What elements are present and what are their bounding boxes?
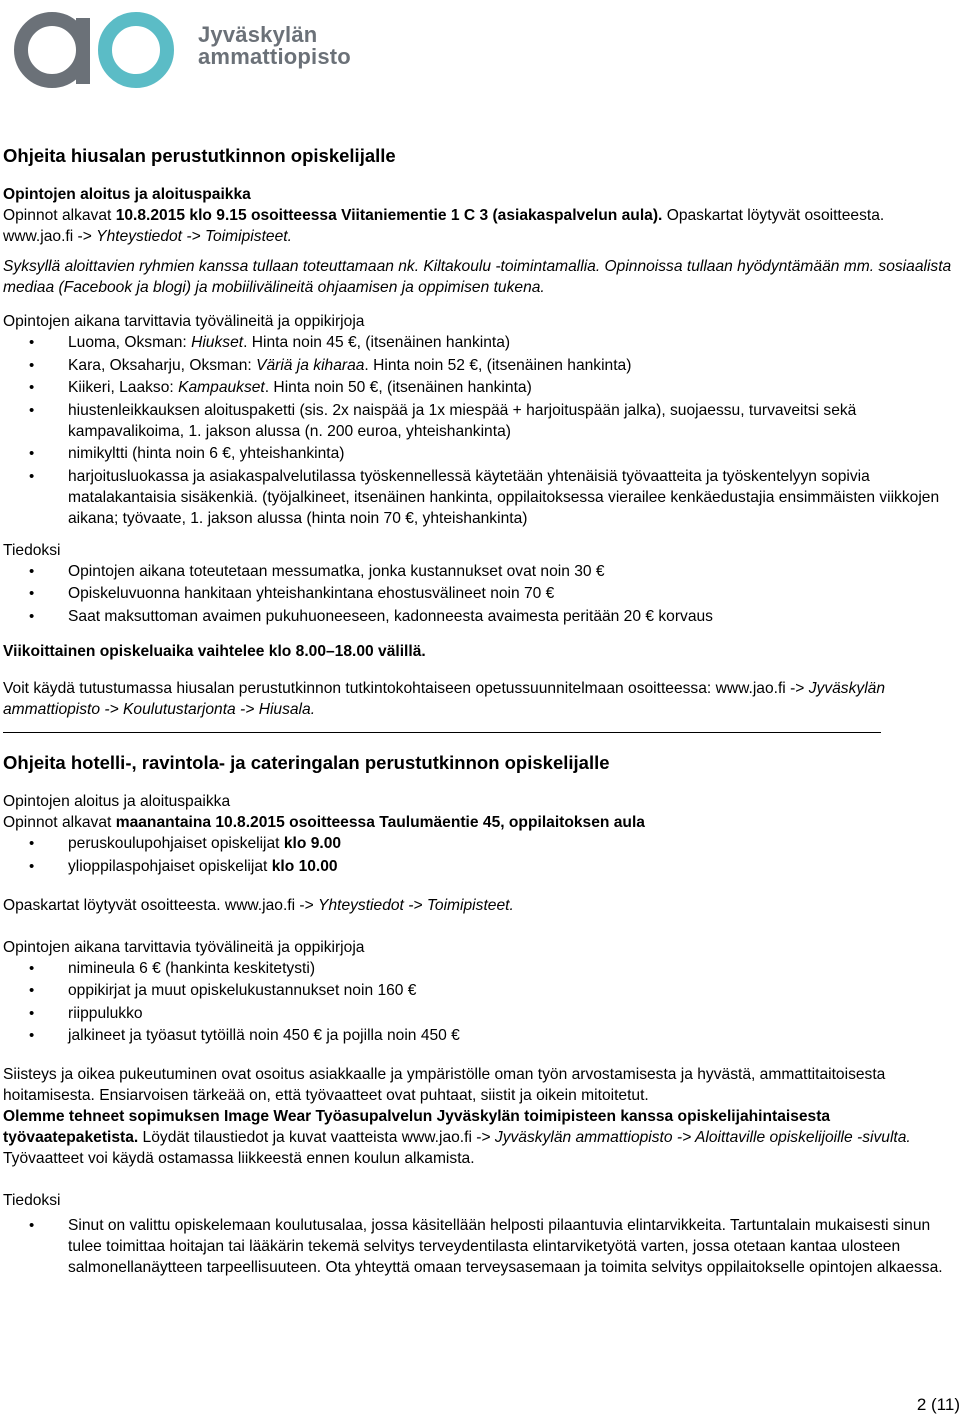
list-item [3,332,958,353]
list-item: • oppikirjat ja muut opiskelukustannukset noin 160 € [3,980,958,1001]
list-item: • Opiskeluvuonna hankitaan yhteishankintana ehostusvälineet noin 70 € [3,583,958,604]
text-run: Työvaatteet voi käydä ostamassa liikkeestä ennen koulun alkamista. [3,1149,475,1167]
text-run: Löydät tilaustiedot ja kuvat vaatteista www.jao.fi -> [138,1128,495,1146]
text-run: Voit käydä tutustumassa hiusalan perustutkinnon tutkintokohtaiseen opetussuunnitelmaan osoitteessa: www.jao.fi -> [3,680,809,698]
text-run: Opaskartat löytyvät osoitteesta. www.jao.fi -> [3,207,885,245]
page-number: 2 (11) [916,1395,960,1414]
text-run-italic: Yhteystiedot -> Toimipisteet. [96,228,292,245]
list-item [3,833,958,854]
section2-agreement-text [3,1106,958,1169]
text-run-bold: klo 9.00 [283,835,342,853]
section1-start-heading: Opintojen aloitus ja aloituspaikka [3,186,251,203]
text-run: . Hinta noin 45 €, (itsenäinen hankinta) [243,334,511,351]
text-run: Luoma, Oksman: [68,334,192,351]
section1-weekly: Viikoittainen opiskeluaika vaihtelee klo 8.00–18.00 välillä. [3,643,426,661]
section1-visit-text [3,678,958,720]
list-item [3,355,958,376]
list-item: • nimineula 6 € (hankinta keskitetysti) [3,958,958,979]
text-run: Opinnot alkavat [3,814,116,832]
list-item: • Opintojen aikana toteutetaan messumatka, jonka kustannukset ovat noin 30 € [3,561,958,582]
text-run-italic: Väriä ja kiharaa [256,356,365,374]
section2-maps-text [3,895,958,916]
text-run-bold: Olemme tehneet sopimuksen Image Wear Työasupalvelun Jyväskylän toimipisteen kanssa opiskelijahintaisesta työvaatepaketista. [3,1107,831,1146]
text-run-italic: Jyväskylän ammattiopisto -> Aloittaville opiskelijoille -sivulta. [494,1128,911,1146]
section1-tools-list [3,332,958,529]
section1-info-list [3,561,958,627]
text-run-bold: maanantaina 10.8.2015 osoitteessa Taulumäentie 45, oppilaitoksen aula [115,814,645,832]
section2-groups-list [3,833,958,877]
section1-start-text [3,205,958,247]
text-run: . Hinta noin 50 €, (itsenäinen hankinta) [264,379,532,397]
section2-hygiene-text: Siisteys ja oikea pukeutuminen ovat osoitus asiakkaalle ja ympäristölle oman työn arvostamisesta ja hyvästä, ammattitaitoisesta hoitamisesta. Ensiarvoisen tärkeää on, että työvaatteet ovat puhtaat, siistit ja oikein mitoitetut. [3,1065,886,1104]
org-name [198,24,351,68]
list-item: • hiustenleikkauksen aloituspaketti (sis. 2x naispää ja 1x miespää + harjoituspään jalka), suojaessu, turvaveitsi sekä kampavalikoima, 1. jakson alussa (n. 200 euroa, yhteishankinta) [3,400,958,442]
list-item: • Saat maksuttoman avaimen pukuhuoneeseen, kadonneesta avaimesta peritään 20 € korvaus [3,606,958,627]
section1-title: Ohjeita hiusalan perustutkinnon opiskelijalle [3,145,396,166]
text-run: . Hinta noin 52 €, (itsenäinen hankinta) [364,356,632,374]
list-item: • harjoitusluokassa ja asiakaspalvelutilassa työskennellessä käytetään yhtenäisiä työvaatteita ja työskentelyyn sopivia matalakantaisia sisäkenkiä. (työjalkineet, itsenäinen hankinta, oppilaitoksessa vierailee kenkäedustajia ensimmäisten viikkojen aikana; työvaate, 1. jakson alussa (hinta noin 70 €, yhteishankinta) [3,466,958,529]
section2-info-heading: Tiedoksi [3,1191,61,1209]
text-run: Kara, Oksaharju, Oksman: [68,356,257,374]
section2-tools-heading: Opintojen aikana tarvittavia työvälineitä ja oppikirjoja [3,938,365,956]
list-item [3,856,958,877]
section2-info-list [3,1215,958,1278]
jao-logo-icon [8,6,178,90]
text-run-italic: Yhteystiedot -> Toimipisteet. [318,896,514,914]
logo [8,6,368,90]
text-run: Opaskartat löytyvät osoitteesta. www.jao.fi -> [3,896,319,914]
org-name-line1: Jyväskylän [198,22,318,47]
text-run: Kiikeri, Laakso: [68,379,179,397]
text-run-italic: Kampaukset [178,379,265,397]
list-item [3,377,958,398]
text-run: peruskoulupohjaiset opiskelijat [68,835,284,853]
org-name-line2: ammattiopisto [198,44,351,69]
section2-title: Ohjeita hotelli-, ravintola- ja cateringalan perustutkinnon opiskelijalle [3,752,610,774]
text-run-italic: Syksyllä aloittavien ryhmien kanssa tullaan toteuttamaan nk. Kiltakoulu -toimintamallia. Opinnoissa tullaan hyödyntämään mm. sosiaalista mediaa (Facebook ja blogi) ja mobiilivälineitä ohjaamisen ja oppimisen tukena. [3,258,952,296]
section2-start-heading: Opintojen aloitus ja aloituspaikka [3,793,231,811]
text-run-italic: Hiukset [191,334,244,351]
text-run-italic: Jyväskylän ammattiopisto -> Koulutustarjonta -> Hiusala. [3,680,885,719]
list-item: • nimikyltti (hinta noin 6 €, yhteishankinta) [3,443,958,464]
document-body [3,142,958,1280]
section2-start-text [3,812,958,833]
list-item: • Sinut on valittu opiskelemaan koulutusalaa, jossa käsitellään helposti pilaantuvia elintarvikkeita. Tartuntalain mukaisesti sinun tulee toimittaa hoitajan tai lääkärin tekemä selvitys terveydentilasta elintarviketyötä varten, jossa otetaan kantaa ulosteen salmonellanäytteen tarpeellisuuteen. Ota yhteyttä omaan terveysasemaan ja toimita selvitys oppilaitokselle opintojen alkaessa. [3,1215,958,1278]
list-item: • jalkineet ja työasut tytöillä noin 450 € ja pojilla noin 450 € [3,1025,958,1046]
section1-autumn-text [3,256,958,298]
section2-tools-list [3,958,958,1047]
text-run: ylioppilaspohjaiset opiskelijat [68,857,272,875]
section1-info-heading: Tiedoksi [3,541,61,559]
section1-tools-heading: Opintojen aikana tarvittavia työvälineitä ja oppikirjoja [3,313,365,330]
text-run: Opinnot alkavat [3,207,116,224]
list-item: • riippulukko [3,1003,958,1024]
text-run-bold: klo 10.00 [271,857,338,875]
section-divider [3,732,881,733]
text-run-bold: 10.8.2015 klo 9.15 osoitteessa Viitaniementie 1 C 3 (asiakaspalvelun aula). [115,207,663,224]
